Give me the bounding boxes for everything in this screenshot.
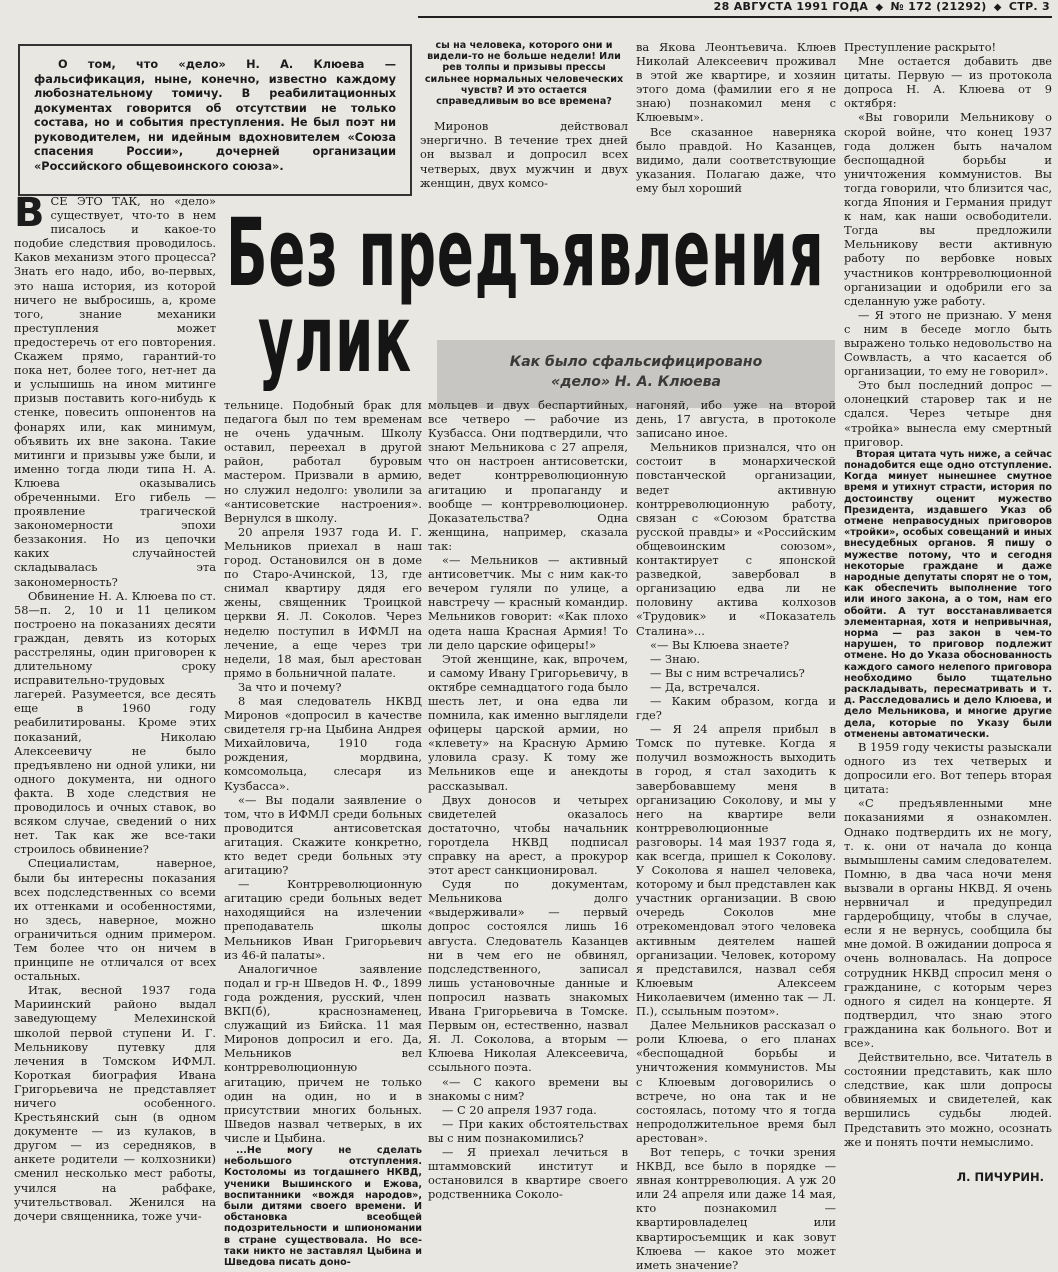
paragraph: «С предъявленными мне показаниями я ознакомлен. Однако подтвердить их не могу, т. к. они от начала до конца вымышлены самим следователем. Помню, в два часа ночи меня вызвали в органы НКВД. Я очень нервничал и предупредил гардеробщицу, чтобы в случае, если я не вернусь, сообщила бы мне домой. В ожидании допроса я очень волновалась. На допросе сотрудник НКВД спросил меня о гражданине, с которым через одного я сидел на концерте. Я подтвердил, что знаю этого гражданина как больного. Вот и все». bbox=[844, 796, 1052, 1050]
column-b bbox=[224, 398, 422, 1268]
paragraph: Обвинение Н. А. Клюева по ст. 58—п. 2, 10 и 11 целиком построено на показаниях десяти граждан, девять из которых расстреляны, один приговорен к длительному сроку исправительно-трудовых лагерей. Разумеется, все десять еще в 1960 году реабилитированы. Кроме этих показаний, Николаю Алексеевичу не было предъявлено ни одной улики, ни одного документа, ни одного факта. В ходе следствия не проводилось и очных ставок, во всяком случае, сведений о них нет. Так как же все-таки строилось обвинение? bbox=[14, 588, 216, 857]
column-d-top bbox=[636, 40, 836, 195]
paragraph: Судя по документам, Мельникова долго «выдерживали» — первый допрос состоялся лишь 16 августа. Следователь Казанцев ни в чем его не обвинял, подследственного, записал лишь установочные данные и попросил назвать знакомых Ивана Григорьевича в Томске. Первым он, естественно, назвал Я. Л. Соколова, а вторым — Клюева Николая Алексеевича, ссыльного поэта. bbox=[428, 877, 628, 1075]
paragraph: — С 20 апреля 1937 года. bbox=[442, 1102, 597, 1117]
paragraph: — Каким образом, когда и где? bbox=[636, 693, 836, 723]
drop-cap: В bbox=[14, 190, 45, 236]
paragraph: нагоняй, ибо уже на второй день, 17 августа, в протоколе записано иное. bbox=[636, 398, 836, 441]
subhead-line-2: «дело» Н. А. Клюева bbox=[551, 374, 721, 390]
paragraph: — Я этого не признаю. У меня с ним в беседе могло быть выражено только недовольство на Сowвласть, а что касается об организации, то ему не говорил». bbox=[844, 307, 1052, 379]
paragraph-text: СЕ ЭТО ТАК, но «дело» существует, что-то в нем писалось и какое-то подобие следствия проводилось. Каков механизм этого процесса? Знать его надо, ибо, во-первых, это наша история, из которой ничего не выбросишь, а, кроме того, знание механики преступления может предостеречь от его повторения. Скажем прямо, гарантий-то пока нет, более того, нет-нет да и услышишь на ином митинге призыв поставить кого-нибудь к стенке, повесить оппонентов на фонарях или, как минимум, объявить их вне закона. Такие митинги и призывы уже были, и именно тогда люди типа Н. А. Клюева оказывались обреченными. Его гибель — проявление трагической закономерности эпохи беззакония. Но из цепочки каких случайностей складывалась эта закономерность? bbox=[14, 194, 216, 589]
paragraph: «— Мельников — активный антисоветчик. Мы с ним как-то вечером гуляли по улице, а навстречу — красный командир. Мельников говорит: «Как плохо одета наша Красная Армия! То ли дело царские офицеры!» bbox=[428, 553, 628, 652]
issue-number: № 172 (21292) bbox=[890, 0, 987, 13]
issue-date: 28 АВГУСТА 1991 ГОДА bbox=[713, 0, 869, 13]
diamond-icon: ◆ bbox=[875, 2, 884, 13]
paragraph-opening bbox=[14, 190, 216, 589]
paragraph: В 1959 году чекисты разыскали одного из тех четверых и допросили его. Вот теперь вторая цитата: bbox=[844, 740, 1052, 797]
column-c-top bbox=[420, 40, 628, 190]
headline-line-1: Без предъявления bbox=[226, 198, 825, 308]
paragraph: Мне остается добавить две цитаты. Первую — из протокола допроса Н. А. Клюева от 9 октября: bbox=[844, 54, 1052, 111]
page-header bbox=[708, 0, 1050, 13]
paragraph: — Контрреволюционную агитацию среди больных ведет находящийся на излечении преподаватель школы Мельников Иван Григорьевич из 46-й палаты». bbox=[224, 877, 422, 962]
paragraph: Действительно, все. Читатель в состоянии представить, как шло следствие, как шли допросы обвиняемых и свидетелей, как вершились судьбы людей. Представить это можно, осознать же и понять почти немыслимо. bbox=[844, 1050, 1052, 1149]
author-signature: Л. ПИЧУРИН. bbox=[956, 1170, 1044, 1184]
paragraph: — Да, встречался. bbox=[650, 679, 761, 694]
paragraph: Аналогичное заявление подал и гр-н Шведов Н. Ф., 1899 года рождения, русский, член ВКП(б), краснознаменец, служащий из Бийска. 11 мая Миронов допросил и его. Да, Мельников вел контрреволюционную агитацию, причем не только один на один, но и в присутствии многих больных. Шведов назвал четверых, в их числе и Цыбина. bbox=[224, 961, 422, 1145]
paragraph: Вот теперь, с точки зрения НКВД, все было в порядке — явная контрреволюция. А уж 20 или 24 апреля или даже 14 мая, кто познакомил — квартировладелец или квартиросъемщик и как зовут Клюева — какое это может иметь значение? bbox=[636, 1144, 836, 1272]
paragraph: Итак, весной 1937 года Мариинский районо выдал заведующему Мелехинской школой первой ступени И. Г. Мельникову путевку для лечения в Томском ИФМЛ. Короткая биография Ивана Григорьевича не представляет ничего особенного. Крестьянский сын (в одном документе — из кулаков, в другом — из середняков, в анкете родители — колхозники) сменил несколько мест работы, учился на рабфаке, учительствовал. Женился на дочери священника, тоже учи- bbox=[14, 983, 216, 1223]
paragraph: ва Якова Леонтьевича. Клюев Николай Алексеевич проживал в этой же квартире, и хозяин этого дома (фамилии его я не знаю) познакомил меня с Клюевым». bbox=[636, 40, 836, 125]
diamond-icon: ◆ bbox=[993, 2, 1002, 13]
column-d bbox=[636, 398, 836, 1272]
paragraph: — Я 24 апреля прибыл в Томск по путевке. Когда я получил возможность выходить в город, я стал заходить к завербовавшему меня в организацию Соколову, и мы у него на квартире вели контрреволюционные разговоры. 14 мая 1937 года я, как всегда, пришел к Соколову. У Соколова я нашел человека, которому и был представлен как участник организации. В свою очередь Соколов мне отрекомендовал этого человека активным деятелем нашей организации. Человек, которому я представился, назвал себя Клюевым Алексеем Николаевичем (именно так — Л. П.), ссыльным поэтом». bbox=[636, 722, 836, 1019]
paragraph: 8 мая следователь НКВД Миронов «допросил в качестве свидетеля гр-на Цыбина Андрея Михайловича, 1910 года рождения, мордвина, комсомольца, слесаря из Кузбасса». bbox=[224, 693, 422, 793]
paragraph: «Вы говорили Мельникову о скорой войне, что конец 1937 года должен быть началом беспощадной борьбы и уничтожения коммунистов. Вы тогда говорили, что близится час, когда Япония и Германия придут к нам, как наши освободители. Тогда вы предложили Мельникову вести активную работу по вербовке новых участников контрреволюционной организации и одобрили его за сделанную уже работу. bbox=[844, 110, 1052, 308]
page-number: СТР. 3 bbox=[1008, 0, 1050, 13]
column-a bbox=[14, 190, 216, 1223]
paragraph: Этой женщине, как, впрочем, и самому Ивану Григорьевичу, в октябре семнадцатого года было шесть лет, и она едва ли помнила, как именно выглядели офицеры царской армии, но «клевету» на Красную Армию уловила сразу. К тому же Мельников еще и анекдоты рассказывал. bbox=[428, 651, 628, 793]
paragraph: Это был последний допрос — олонецкий старовер так и не сдался. Через четыре дня «тройка» вынесла ему смертный приговор. bbox=[844, 378, 1052, 449]
paragraph: — Я приехал лечиться в штаммовский институт и остановился в квартире своего родственника Соколо- bbox=[428, 1144, 628, 1202]
paragraph: Миронов действовал энергично. В течение трех дней он вызвал и допросил всех четверых, двух мужчин и двух женщин, двух комсо- bbox=[420, 119, 628, 190]
paragraph: «— Вы подали заявление о том, что в ИФМЛ среди больных проводится антисоветская агитация. Скажите конкретно, кто ведет среди больных эту агитацию? bbox=[224, 792, 422, 878]
paragraph: Далее Мельников рассказал о роли Клюева, о его планах «беспощадной борьбы и уничтожения коммунистов. Мы с Клюевым договорились о встрече, но она так и не состоялась, потому что я тогда непродолжительное время был арестован». bbox=[636, 1018, 836, 1145]
paragraph: Все сказанное наверняка было правдой. Но Казанцев, видимо, дали соответствующие указания. Полагаю даже, что ему был хороший bbox=[636, 124, 836, 195]
digression-paragraph: ...Не могу не сделать небольшого отступления. Костоломы из тогдашнего НКВД, ученики Вышинского и Ежова, воспитанники «вождя народов», были дитями своего времени. И обстановка всеобщей подозрительности и шпиономании в стране существовала. Но все-таки никто не заставлял Цыбина и Шведова писать доно- bbox=[224, 1144, 422, 1268]
paragraph: 20 апреля 1937 года И. Г. Мельников приехал в наш город. Остановился он в доме по Старо-Ачинской, 13, где снимал квартиру дядя его жены, священник Троицкой церкви Я. Л. Соколов. Через неделю поступил в ИФМЛ на лечение, а еще через три недели, 18 мая, был арестован прямо в больничной палате. bbox=[224, 524, 422, 680]
paragraph: Преступление раскрыто! bbox=[844, 40, 997, 54]
paragraph: — Знаю. bbox=[650, 651, 701, 666]
paragraph: — Вы с ним встречались? bbox=[650, 665, 805, 680]
paragraph: Специалистам, наверное, были бы интересны показания всех подследственных со всеми их оттенками и особенностями, но здесь, наверное, можно ограничиться одним примером. Тем более что он ничем в принципе не отличался от всех остальных. bbox=[14, 856, 216, 984]
paragraph: мольцев и двух беспартийных, все четверо — рабочие из Кузбасса. Они подтвердили, что знают Мельникова с 27 апреля, что он настроен антисоветски, ведет контрреволюционную агитацию и пропаганду и вообще — контрреволюционер. Доказательства? Одна женщина, например, сказала так: bbox=[428, 398, 628, 553]
column-e bbox=[844, 40, 1052, 1149]
subhead-line-1: Как было сфальсифицировано bbox=[509, 354, 763, 370]
paragraph: Двух доносов и четырех свидетелей оказалось достаточно, чтобы начальник горотдела НКВД подписал справку на арест, а прокурор этот арест санкционировал. bbox=[428, 792, 628, 878]
paragraph: «— Вы Клюева знаете? bbox=[650, 637, 790, 652]
digression-quote: сы на человека, которого они и видели-то не больше недели! Или рев толпы и призывы прессы сильнее нормальных человеческих чувств? И это остается справедливым во все времена? bbox=[424, 40, 624, 108]
headline-line-2: улик bbox=[258, 284, 413, 394]
paragraph: За что и почему? bbox=[238, 679, 342, 694]
paragraph: — При каких обстоятельствах вы с ним познакомились? bbox=[428, 1116, 628, 1145]
lead-box: О том, что «дело» Н. А. Клюева — фальсификация, ныне, конечно, известно каждому любознательному томичу. В реабилитационных документах говорится об отсутствии не только состава, но и события преступления. Не был поэт ни руководителем, ни идейным вдохновителем «Союза спасения России», дочерней организации «Российского общевоинского союза». bbox=[18, 44, 412, 196]
subheadline bbox=[437, 352, 835, 392]
paragraph: «— С какого времени вы знакомы с ним? bbox=[428, 1074, 628, 1103]
paragraph: Мельников признался, что он состоит в монархической повстанческой организации, ведет активную контрреволюционную работу, связан с «Союзом братства русской правды» и «Российским общевоинским союзом», контактирует с японской разведкой, завербовал в организацию едва ли не половину актива колхозов «Трудовик» и «Показатель Сталина»... bbox=[636, 440, 836, 638]
digression-paragraph: Вторая цитата чуть ниже, а сейчас понадобится еще одно отступление. Когда минует нынешнее смутное время и утихнут страсти, история по достоинству оценит мужество Президента, издавшего Указ об отмене неправосудных приговоров «тройки», особых совещаний и иных внесудебных органов. Я пишу о мужестве потому, что и сегодня некоторые граждане и даже народные депутаты спорят не о том, как обеспечить выполнение того или иного закона, а о том, нам его обойти. А тут восстанавливается элементарная, хотя и непривычная, норма — раз закон в чем-то нарушен, то приговор подлежит отмене. Но до Указа обоснованность каждого самого нелепого приговора необходимо было тщательно раскладывать, пересматривать и т. д. Расследовались и дело Клюева, и дело Мельникова, и многие другие дела, которые по Указу были отменены автоматически. bbox=[844, 448, 1052, 740]
paragraph: тельнице. Подобный брак для педагога был по тем временам не очень удачным. Школу оставил, переехал в другой район, работал буровым мастером. Призвали в армию, но служил недолго: уволили за «антисоветские настроения». Вернулся в школу. bbox=[224, 398, 422, 525]
column-c bbox=[428, 398, 628, 1201]
